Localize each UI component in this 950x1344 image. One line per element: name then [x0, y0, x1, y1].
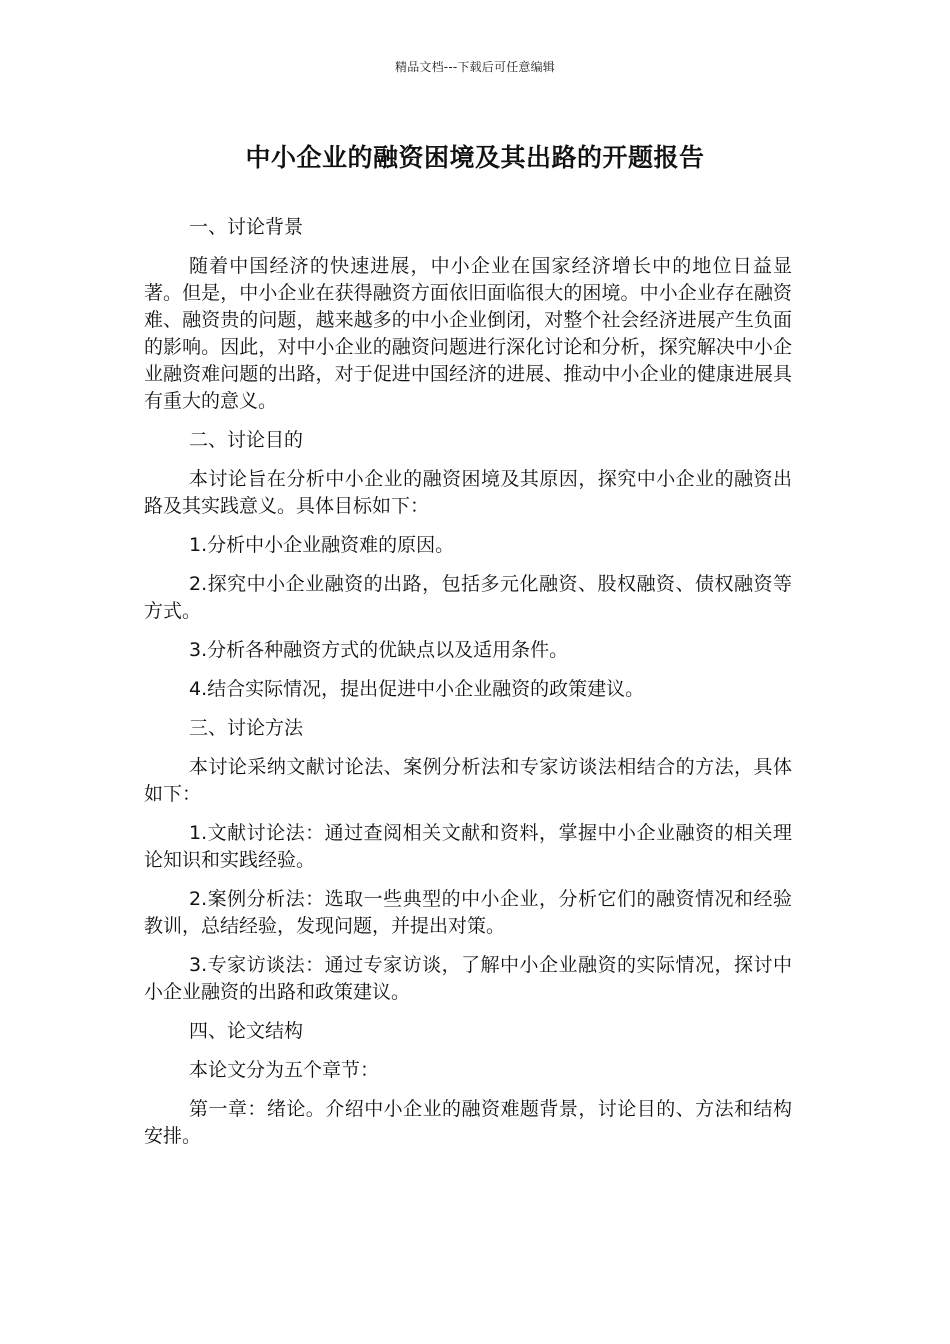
list-item-purpose-1: 1.分析中小企业融资难的原因。: [189, 534, 455, 556]
paragraph-structure: 本论文分为五个章节：: [189, 1059, 380, 1081]
header-note: 精品文档---下载后可任意编辑: [395, 60, 555, 74]
section-heading-purpose: 二、讨论目的: [189, 429, 304, 451]
section-heading-method: 三、讨论方法: [189, 717, 304, 739]
document-title: 中小企业的融资困境及其出路的开题报告: [245, 143, 705, 172]
list-item-purpose-2: 2.探究中小企业融资的出路，包括多元化融资、股权融资、债权融资等方式。: [144, 573, 792, 622]
list-item-structure-1: 第一章：绪论。介绍中小企业的融资难题背景，讨论目的、方法和结构安排。: [144, 1098, 792, 1147]
list-item-method-2: 2.案例分析法：选取一些典型的中小企业，分析它们的融资情况和经验教训，总结经验，发现问题，并提出对策。: [144, 888, 792, 937]
section-heading-structure: 四、论文结构: [189, 1020, 304, 1042]
paragraph-background: 随着中国经济的快速进展，中小企业在国家经济增长中的地位日益显著。但是，中小企业在获得融资方面依旧面临很大的困境。中小企业存在融资难、融资贵的问题，越来越多的中小企业倒闭，对整个社会经济进展产生负面的影响。因此，对中小企业的融资问题进行深化讨论和分析，探究解决中小企业融资难问题的出路，对于促进中国经济的进展、推动中小企业的健康进展具有重大的意义。: [144, 255, 792, 412]
list-item-method-3: 3.专家访谈法：通过专家访谈，了解中小企业融资的实际情况，探讨中小企业融资的出路和政策建议。: [144, 954, 792, 1003]
paragraph-method: 本讨论采纳文献讨论法、案例分析法和专家访谈法相结合的方法，具体如下：: [144, 756, 792, 805]
list-item-method-1: 1.文献讨论法：通过查阅相关文献和资料，掌握中小企业融资的相关理论知识和实践经验。: [144, 822, 792, 871]
paragraph-purpose: 本讨论旨在分析中小企业的融资困境及其原因，探究中小企业的融资出路及其实践意义。具体目标如下：: [144, 468, 792, 517]
section-heading-background: 一、讨论背景: [189, 216, 304, 238]
list-item-purpose-3: 3.分析各种融资方式的优缺点以及适用条件。: [189, 639, 569, 661]
list-item-purpose-4: 4.结合实际情况，提出促进中小企业融资的政策建议。: [189, 678, 645, 700]
document-body: [144, 214, 792, 1162]
